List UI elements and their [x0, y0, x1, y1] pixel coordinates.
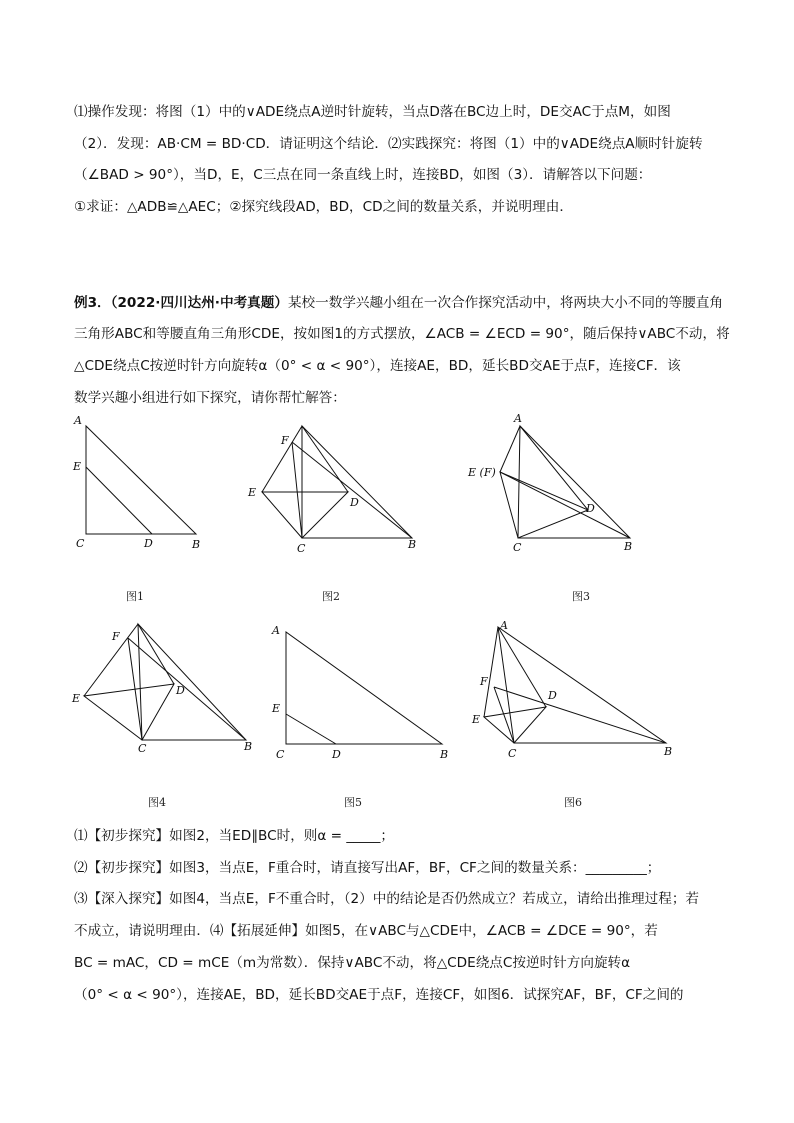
label-e: E	[73, 460, 82, 473]
text-line-1: ⑴操作发现：将图（1）中的∨ADE绕点A逆时针旋转，当点D落在BC边上时，DE交AC于点M，如图	[74, 104, 671, 120]
caption-5: 图5	[344, 796, 362, 809]
segment-bf	[128, 638, 246, 740]
label-b: B	[664, 745, 673, 758]
label-a: A	[514, 412, 522, 425]
question-line-6: （0° < α < 90°），连接AE，BD，延长BD交AE于点F，连接CF，如图6．试探究AF，BF，CF之间的	[74, 987, 684, 1003]
label-f: F	[112, 630, 120, 643]
triangle-cde	[484, 707, 546, 743]
segment-ad	[138, 624, 174, 684]
label-e: E	[472, 713, 481, 726]
segment-ad	[498, 627, 546, 707]
label-a: A	[500, 619, 508, 632]
caption-2: 图2	[322, 590, 340, 603]
figure-3	[464, 410, 644, 560]
example-line-1-text: 某校一数学兴趣小组在一次合作探究活动中，将两块大小不同的等腰直角	[287, 295, 723, 311]
label-d: D	[144, 537, 153, 550]
question-line-4: 不成立，请说明理由．⑷【拓展延伸】如图5，在∨ABC与△CDE中，∠ACB = ∠DCE = 90°，若	[74, 923, 658, 939]
label-c: C	[76, 537, 85, 550]
question-line-2: ⑵【初步探究】如图3，当点E，F重合时，请直接写出AF，BF，CF之间的数量关系：_________；	[74, 860, 661, 876]
triangle-abc	[286, 632, 442, 744]
example-line-3: △CDE绕点C按逆时针方向旋转α（0° < α < 90°），连接AE，BD，延长BD交AE于点F，连接CF．该	[74, 358, 681, 374]
triangle-abc	[498, 627, 666, 743]
label-c: C	[513, 541, 522, 554]
triangle-cde	[262, 492, 348, 538]
segment-ed	[86, 467, 152, 534]
label-d: D	[586, 502, 595, 515]
label-a: A	[272, 624, 280, 637]
label-b: B	[244, 740, 253, 753]
label-f: F	[281, 434, 289, 447]
segment-ae	[484, 627, 498, 717]
label-d: D	[350, 496, 359, 509]
segment-bf	[494, 687, 666, 743]
label-c: C	[508, 747, 517, 760]
example-line-1	[74, 293, 734, 313]
figure-1	[70, 410, 210, 550]
label-c: C	[297, 542, 306, 555]
label-ef: E (F)	[468, 466, 496, 479]
segment-ad	[520, 426, 588, 510]
example-line-4: 数学兴趣小组进行如下探究，请你帮忙解答：	[74, 390, 346, 406]
segment-ad	[302, 426, 348, 492]
figure-5	[268, 620, 468, 760]
segment-ed	[286, 714, 336, 744]
label-e: E	[72, 692, 81, 705]
example-heading: 例3．（2022·四川达州·中考真题）	[74, 295, 288, 311]
text-line-2: （2）．发现：AB·CM = BD·CD．请证明这个结论．⑵实践探究：将图（1）中的∨ADE绕点A顺时针旋转	[74, 136, 703, 152]
triangle-abc	[138, 624, 246, 740]
label-c: C	[276, 748, 285, 761]
text-line-3: （∠BAD > 90°），当D，E，C三点在同一条直线上时，连接BD，如图（3）．请解答以下问题：	[74, 167, 652, 183]
question-line-3: ⑶【深入探究】如图4，当点E，F不重合时，（2）中的结论是否仍然成立？若成立，请给出推理过程；若	[74, 891, 700, 907]
segment-cf	[292, 442, 302, 538]
triangle-abc	[86, 426, 196, 534]
label-b: B	[192, 538, 201, 551]
segment-ae	[84, 624, 138, 696]
label-e: E	[272, 702, 281, 715]
label-c: C	[138, 742, 147, 755]
label-d: D	[548, 689, 557, 702]
label-b: B	[408, 538, 417, 551]
label-f: F	[480, 675, 488, 688]
question-line-5: BC = mAC，CD = mCE（m为常数）．保持∨ABC不动，将△CDE绕点C按逆时针方向旋转α	[74, 955, 631, 971]
figure-6	[466, 615, 686, 765]
figure-2	[244, 420, 424, 560]
label-d: D	[332, 748, 341, 761]
caption-3: 图3	[572, 590, 590, 603]
label-b: B	[624, 540, 633, 553]
segment-bf	[292, 442, 412, 538]
example-line-2: 三角形ABC和等腰直角三角形CDE，按如图1的方式摆放，∠ACB = ∠ECD = 90°，随后保持∨ABC不动，将	[74, 326, 730, 342]
caption-4: 图4	[148, 796, 166, 809]
segment-ae	[500, 426, 520, 472]
triangle-abc	[518, 426, 630, 538]
triangle-cde	[84, 684, 174, 740]
question-line-1: ⑴【初步探究】如图2，当ED∥BC时，则α = _____；	[74, 828, 394, 844]
label-d: D	[176, 684, 185, 697]
text-line-4: ①求证：△ADB≌△AEC；②探究线段AD，BD，CD之间的数量关系，并说明理由．	[74, 199, 573, 215]
figure-4	[70, 620, 270, 760]
label-e: E	[248, 486, 257, 499]
label-a: A	[74, 414, 82, 427]
caption-1: 图1	[126, 590, 144, 603]
caption-6: 图6	[564, 796, 582, 809]
label-b: B	[440, 748, 449, 761]
